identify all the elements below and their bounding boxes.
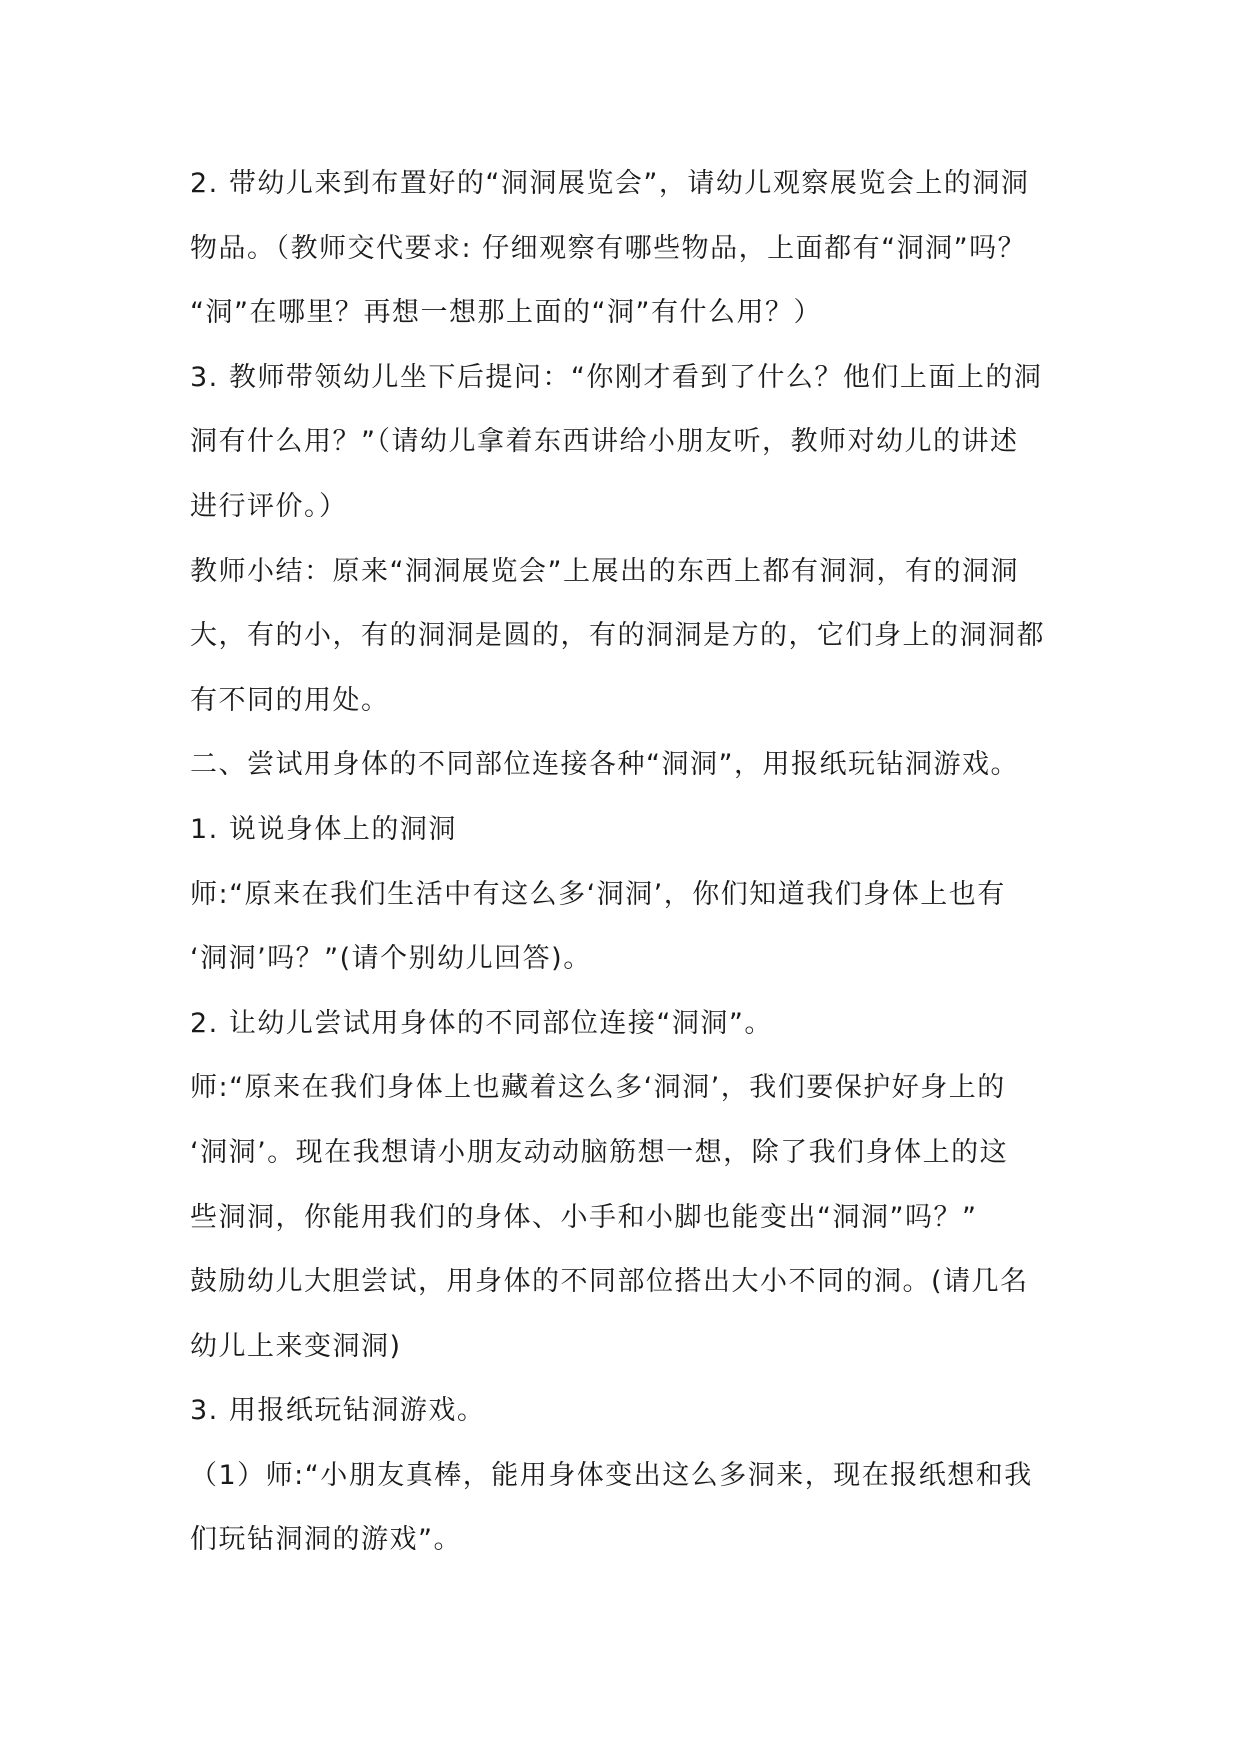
text-line: 1. 说说身体上的洞洞 xyxy=(190,813,457,845)
text-line: “洞”在哪里？再想一想那上面的“洞”有什么用？） xyxy=(190,297,822,329)
text-line: 2. 让幼儿尝试用身体的不同部位连接“洞洞”。 xyxy=(190,1007,773,1039)
text-line: 物品。（教师交代要求: 仔细观察有哪些物品，上面都有“洞洞”吗？ xyxy=(190,232,1027,264)
text-line: 些洞洞，你能用我们的身体、小手和小脚也能变出“洞洞”吗？” xyxy=(190,1201,978,1233)
text-line: 幼儿上来变洞洞) xyxy=(190,1330,402,1362)
text-line: 鼓励幼儿大胆尝试，用身体的不同部位搭出大小不同的洞。(请几名 xyxy=(190,1266,1029,1298)
text-line: 进行评价。） xyxy=(190,490,348,522)
document-body xyxy=(190,152,1050,1573)
text-line: 3. 用报纸玩钻洞游戏。 xyxy=(190,1395,486,1427)
text-line: 教师小结：原来“洞洞展览会”上展出的东西上都有洞洞，有的洞洞 xyxy=(190,555,1019,587)
section-heading: 二、尝试用身体的不同部位连接各种“洞洞”，用报纸玩钻洞游戏。 xyxy=(190,749,1019,781)
text-line: 有不同的用处。 xyxy=(190,684,390,716)
text-line: 洞有什么用？”（请幼儿拿着东西讲给小朋友听，教师对幼儿的讲述 xyxy=(190,426,1019,458)
text-line: （1）师:“小朋友真棒，能用身体变出这么多洞来，现在报纸想和我 xyxy=(190,1459,1033,1491)
text-line: 师:“原来在我们身体上也藏着这么多‘洞洞’，我们要保护好身上的 xyxy=(190,1072,1006,1104)
text-line: 3. 教师带领幼儿坐下后提问：“你刚才看到了什么？他们上面上的洞 xyxy=(190,361,1043,393)
text-line: 师:“原来在我们生活中有这么多‘洞洞’，你们知道我们身体上也有 xyxy=(190,878,1006,910)
text-line: ‘洞洞’。现在我想请小朋友动动脑筋想一想，除了我们身体上的这 xyxy=(190,1136,1009,1168)
text-line: ‘洞洞’吗？”(请个别幼儿回答)。 xyxy=(190,943,592,975)
text-line: 大，有的小，有的洞洞是圆的，有的洞洞是方的，它们身上的洞洞都 xyxy=(190,620,1045,652)
text-line: 们玩钻洞洞的游戏”。 xyxy=(190,1524,462,1556)
text-line: 2. 带幼儿来到布置好的“洞洞展览会”，请幼儿观察展览会上的洞洞 xyxy=(190,168,1030,199)
